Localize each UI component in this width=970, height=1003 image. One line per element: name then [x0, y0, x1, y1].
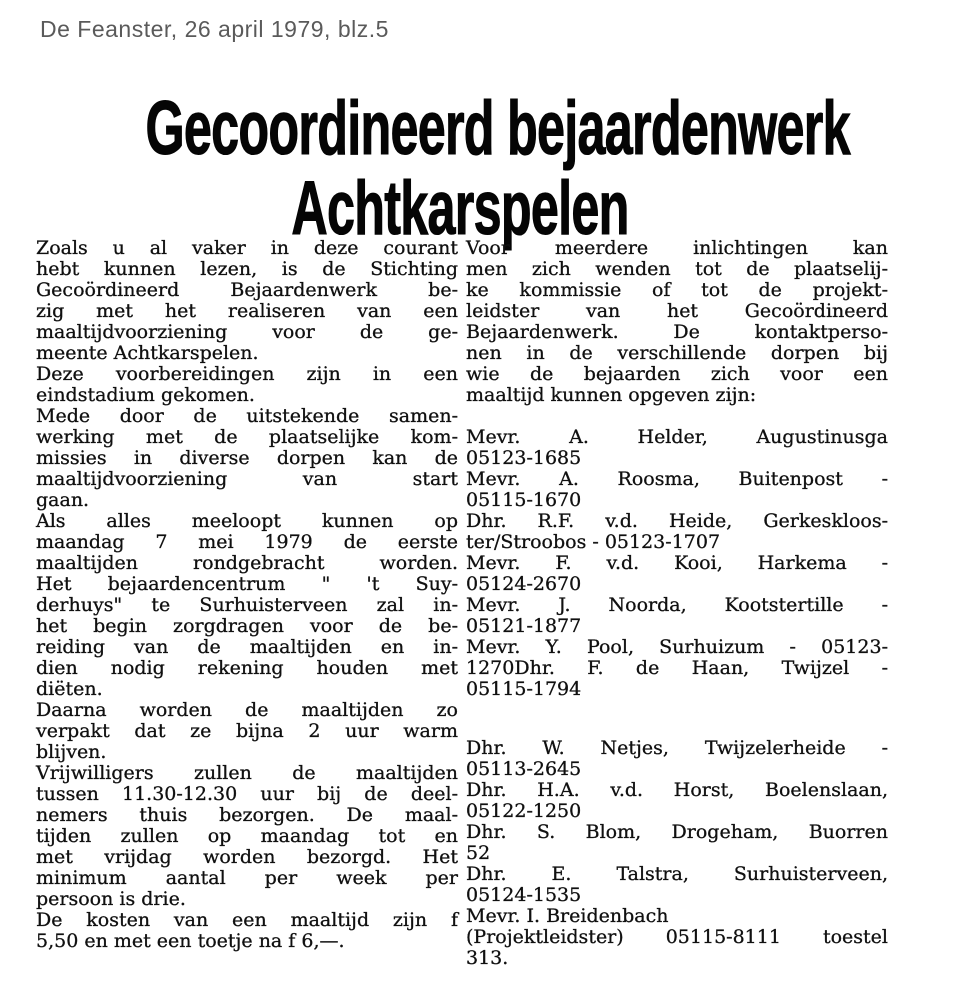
- text-line: 05121-1877: [466, 615, 582, 637]
- text-line: met vrijdag worden bezorgd. Het: [36, 846, 458, 868]
- text-line: Voor meerdere inlichtingen kan: [466, 237, 888, 259]
- text-line: ke kommissie of tot de projekt-: [466, 279, 888, 301]
- text-line: maaltijd kunnen opgeven zijn:: [466, 384, 757, 406]
- text-line: Mevr. A. Helder, Augustinusga: [466, 426, 888, 448]
- text-line: 52: [466, 842, 491, 864]
- text-line: 05115-1794: [466, 678, 582, 700]
- text-line: ter/Stroobos - 05123-1707: [466, 531, 721, 553]
- text-line: dien nodig rekening houden met: [36, 657, 458, 679]
- text-line: eindstadium gekomen.: [36, 384, 255, 406]
- text-line: tijden zullen op maandag tot en: [36, 825, 458, 847]
- left-column: [36, 238, 458, 969]
- text-line: 05113-2645: [466, 758, 582, 780]
- text-line: nen in de verschillende dorpen bij: [466, 342, 888, 364]
- text-line: het begin zorgdragen voor de be-: [36, 615, 458, 637]
- text-line: 05124-1535: [466, 884, 582, 906]
- text-line: Daarna worden de maaltijden zo: [36, 699, 458, 721]
- text-line: hebt kunnen lezen, is de Stichting: [36, 258, 458, 280]
- text-line: Dhr. W. Netjes, Twijzelerheide -: [466, 737, 888, 759]
- text-line: 05123-1685: [466, 447, 582, 469]
- text-line: verpakt dat ze bijna 2 uur warm: [36, 720, 458, 742]
- paragraph-gap: [466, 700, 888, 738]
- text-line: Dhr. E. Talstra, Surhuisterveen,: [466, 863, 888, 885]
- text-line: derhuys" te Surhuisterveen zal in-: [36, 594, 458, 616]
- text-line: leidster van het Gecoördineerd: [466, 300, 888, 322]
- headline-line-2: Achtkarspelen: [291, 165, 629, 251]
- text-line: Vrijwilligers zullen de maaltijden: [36, 762, 458, 784]
- text-line: Dhr. R.F. v.d. Heide, Gerkeskloos-: [466, 510, 888, 532]
- text-line: nemers thuis bezorgen. De maal-: [36, 804, 458, 826]
- text-line: 05115-1670: [466, 489, 582, 511]
- right-column: [466, 238, 888, 969]
- text-line: Het bejaardencentrum " 't Suy-: [36, 573, 458, 595]
- text-line: diëten.: [36, 678, 103, 700]
- text-line: maaltijdvoorziening van start: [36, 468, 458, 490]
- text-line: gaan.: [36, 489, 90, 511]
- text-line: persoon is drie.: [36, 888, 186, 910]
- text-line: Dhr. S. Blom, Drogeham, Buorren: [466, 821, 888, 843]
- text-line: maaltijden rondgebracht worden.: [36, 552, 458, 574]
- text-line: Als alles meeloopt kunnen op: [36, 510, 458, 532]
- text-line: 05122-1250: [466, 800, 582, 822]
- text-line: 313.: [466, 947, 509, 969]
- text-line: Mevr. A. Roosma, Buitenpost -: [466, 468, 888, 490]
- text-line: minimum aantal per week per: [36, 867, 458, 889]
- text-line: Bejaardenwerk. De kontaktperso-: [466, 321, 888, 343]
- text-line: maandag 7 mei 1979 de eerste: [36, 531, 458, 553]
- text-line: men zich wenden tot de plaatselij-: [466, 258, 888, 280]
- text-line: (Projektleidster) 05115-8111 toestel: [466, 926, 888, 948]
- text-line: blijven.: [36, 741, 107, 763]
- text-line: tussen 11.30-12.30 uur bij de deel-: [36, 783, 458, 805]
- text-line: zig met het realiseren van een: [36, 300, 458, 322]
- text-line: Mevr. F. v.d. Kooi, Harkema -: [466, 552, 888, 574]
- text-line: meente Achtkarspelen.: [36, 342, 259, 364]
- text-line: missies in diverse dorpen kan de: [36, 447, 458, 469]
- text-line: 1270Dhr. F. de Haan, Twijzel -: [466, 657, 888, 679]
- text-line: Zoals u al vaker in deze courant: [36, 237, 458, 259]
- text-line: De kosten van een maaltijd zijn f: [36, 909, 458, 931]
- text-line: Mevr. J. Noorda, Kootstertille -: [466, 594, 888, 616]
- text-line: Mevr. Y. Pool, Surhuizum - 05123-: [466, 636, 888, 658]
- text-line: Gecoördineerd Bejaardenwerk be-: [36, 279, 458, 301]
- text-line: wie de bejaarden zich voor een: [466, 363, 888, 385]
- text-line: 05124-2670: [466, 573, 582, 595]
- article-body: [36, 238, 888, 969]
- text-line: werking met de plaatselijke kom-: [36, 426, 458, 448]
- text-line: Mede door de uitstekende samen-: [36, 405, 458, 427]
- text-line: Mevr. I. Breidenbach: [466, 905, 669, 927]
- masthead-source-line: De Feanster, 26 april 1979, blz.5: [40, 16, 389, 42]
- text-line: 5,50 en met een toetje na f 6,—.: [36, 930, 345, 952]
- text-line: reiding van de maaltijden en in-: [36, 636, 458, 658]
- headline-line-1: Gecoordineerd bejaardenwerk: [145, 85, 850, 171]
- paragraph-gap: [466, 406, 888, 427]
- text-line: Dhr. H.A. v.d. Horst, Boelenslaan,: [466, 779, 888, 801]
- text-line: maaltijdvoorziening voor de ge-: [36, 321, 458, 343]
- text-line: Deze voorbereidingen zijn in een: [36, 363, 458, 385]
